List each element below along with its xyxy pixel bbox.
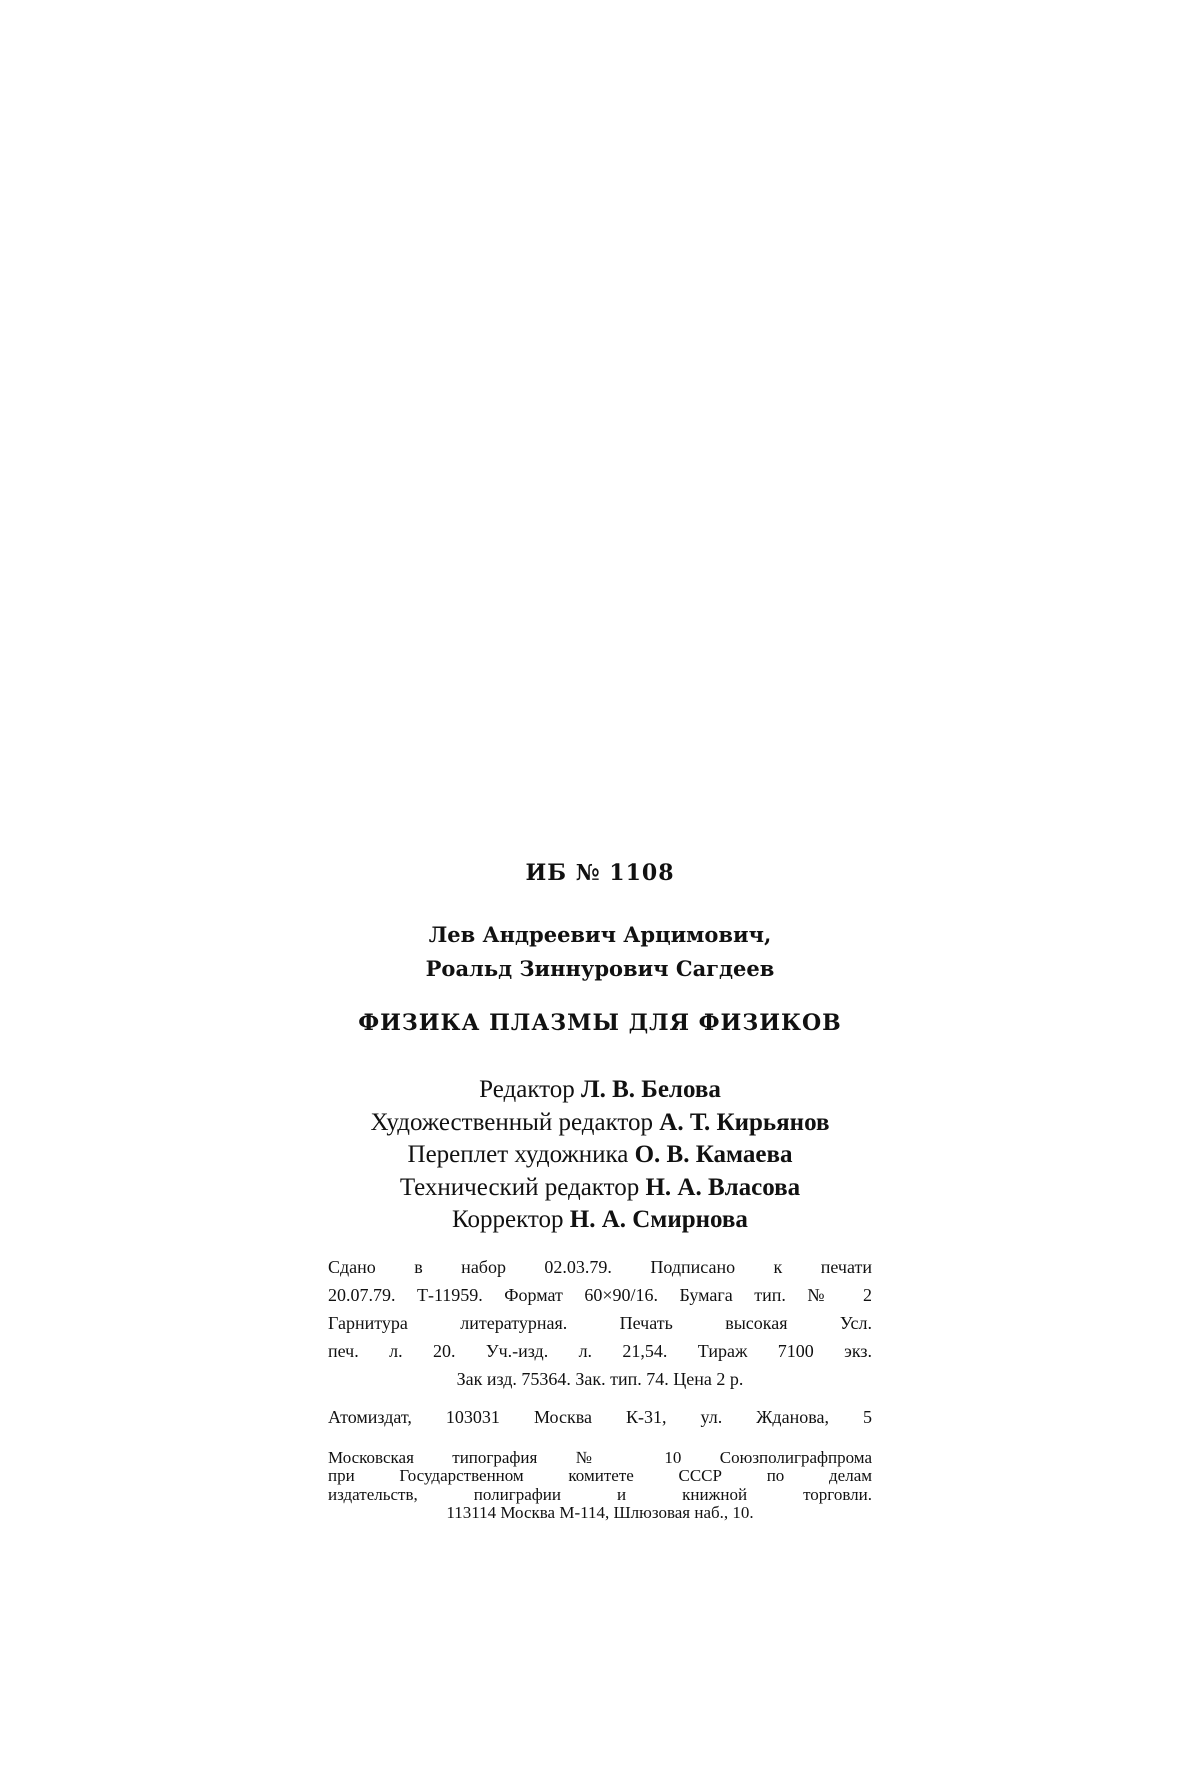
credit-role: Технический редактор (399, 1173, 640, 1201)
credit-name: Н. А. Власова (645, 1173, 801, 1201)
credit-proofreader (320, 1204, 880, 1237)
printer-line: Московская типография № 10 Союзполиграфпрома (328, 1447, 872, 1467)
credit-art-editor (320, 1107, 880, 1140)
printer-line: 113114 Москва М-114, Шлюзовая наб., 10. (446, 1503, 754, 1522)
credit-role: Художественный редактор (370, 1108, 654, 1136)
authors (320, 918, 880, 986)
credit-binding-artist (320, 1139, 880, 1172)
printer-details (328, 1449, 872, 1523)
imprint-line: Гарнитура литературная. Печать высокая Усл. (328, 1312, 872, 1333)
book-title: ФИЗИКА ПЛАЗМЫ ДЛЯ ФИЗИКОВ (358, 1010, 842, 1036)
ib-number: ИБ № 1108 (525, 860, 675, 886)
credit-role: Переплет художника (407, 1141, 629, 1168)
credit-name: А. Т. Кирьянов (659, 1108, 830, 1136)
publisher-address: Атомиздат, 103031 Москва К-31, ул. Жданова, 5 (328, 1406, 872, 1427)
imprint-details (328, 1253, 872, 1393)
credit-role: Редактор (479, 1076, 575, 1103)
printer-line: при Государственном комитете СССР по делам (328, 1466, 872, 1485)
colophon (320, 860, 880, 1523)
imprint-line: Зак изд. 75364. Зак. тип. 74. Цена 2 р. (456, 1368, 744, 1389)
imprint-line: печ. л. 20. Уч.-изд. л. 21,54. Тираж 7100 экз. (328, 1340, 872, 1361)
printer-line: издательств, полиграфии и книжной торговли. (328, 1484, 872, 1504)
credit-name: Л. В. Белова (580, 1076, 721, 1103)
imprint-line: Сдано в набор 02.03.79. Подписано к печати (328, 1256, 872, 1277)
credit-role: Корректор (452, 1206, 564, 1233)
imprint-line: 20.07.79. Т-11959. Формат 60×90/16. Бумага тип. № 2 (328, 1284, 872, 1305)
author-1: Лев Андреевич Арцимович, (428, 922, 772, 947)
author-2: Роальд Зиннурович Сагдеев (425, 956, 775, 981)
credit-name: Н. А. Смирнова (569, 1206, 748, 1233)
credit-editor (320, 1074, 880, 1107)
credit-name: О. В. Камаева (634, 1141, 793, 1168)
credits (320, 1074, 880, 1237)
credit-technical-editor (320, 1172, 880, 1205)
